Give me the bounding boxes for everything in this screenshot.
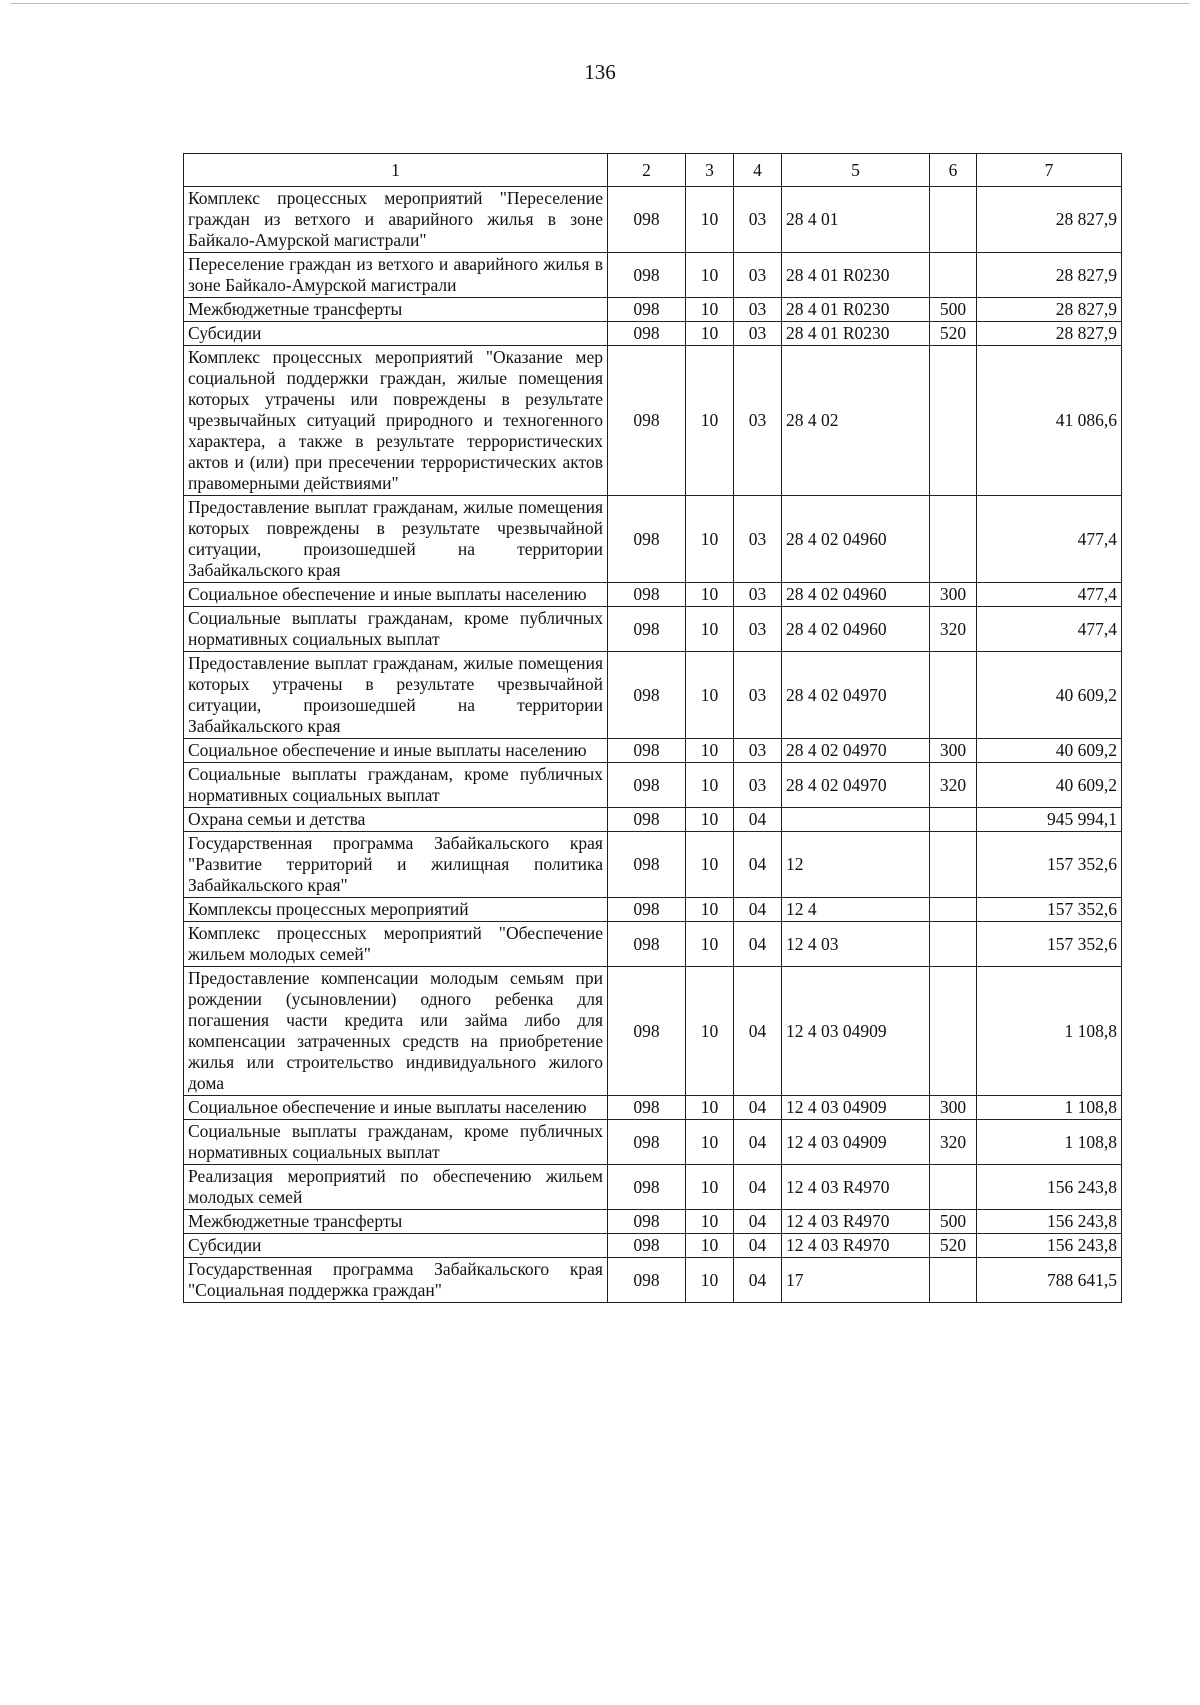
- row-amount: 1 108,8: [977, 1120, 1122, 1165]
- row-subsection: 04: [734, 1120, 782, 1165]
- row-subsection: 03: [734, 583, 782, 607]
- row-code-admin: 098: [608, 763, 686, 808]
- row-section: 10: [686, 298, 734, 322]
- row-subsection: 04: [734, 1258, 782, 1303]
- row-target-article: 28 4 02 04970: [782, 763, 930, 808]
- table-row: [184, 583, 1122, 607]
- row-code-admin: 098: [608, 1258, 686, 1303]
- table-row: [184, 898, 1122, 922]
- row-target-article: 12 4 03 R4970: [782, 1234, 930, 1258]
- row-target-article: 28 4 02 04960: [782, 583, 930, 607]
- row-subsection: 04: [734, 808, 782, 832]
- row-expense-type: [930, 1165, 977, 1210]
- row-expense-type: [930, 967, 977, 1096]
- row-amount: 28 827,9: [977, 187, 1122, 253]
- row-target-article: [782, 808, 930, 832]
- row-subsection: 03: [734, 346, 782, 496]
- row-subsection: 03: [734, 739, 782, 763]
- row-expense-type: 520: [930, 322, 977, 346]
- row-section: 10: [686, 967, 734, 1096]
- budget-table: [183, 153, 1122, 1303]
- row-amount: 477,4: [977, 607, 1122, 652]
- row-name: Межбюджетные трансферты: [184, 298, 608, 322]
- row-expense-type: [930, 898, 977, 922]
- row-code-admin: 098: [608, 1234, 686, 1258]
- row-section: 10: [686, 832, 734, 898]
- row-target-article: 28 4 02 04960: [782, 496, 930, 583]
- row-expense-type: 300: [930, 1096, 977, 1120]
- row-code-admin: 098: [608, 922, 686, 967]
- row-section: 10: [686, 1096, 734, 1120]
- table-header-row: [184, 154, 1122, 187]
- row-expense-type: 320: [930, 607, 977, 652]
- header-col-4: 4: [734, 154, 782, 187]
- row-section: 10: [686, 187, 734, 253]
- table-row: [184, 967, 1122, 1096]
- table-row: [184, 1258, 1122, 1303]
- row-amount: 28 827,9: [977, 253, 1122, 298]
- row-name: Государственная программа Забайкальского края "Развитие территорий и жилищная политика Забайкальского края": [184, 832, 608, 898]
- row-expense-type: [930, 253, 977, 298]
- row-name: Реализация мероприятий по обеспечению жильем молодых семей: [184, 1165, 608, 1210]
- row-expense-type: 320: [930, 1120, 977, 1165]
- header-col-3: 3: [686, 154, 734, 187]
- row-code-admin: 098: [608, 583, 686, 607]
- row-section: 10: [686, 1120, 734, 1165]
- row-name: Социальное обеспечение и иные выплаты населению: [184, 739, 608, 763]
- row-code-admin: 098: [608, 298, 686, 322]
- row-expense-type: 500: [930, 1210, 977, 1234]
- page-top-edge: [10, 3, 1190, 4]
- row-name: Межбюджетные трансферты: [184, 1210, 608, 1234]
- table-row: [184, 1165, 1122, 1210]
- header-col-2: 2: [608, 154, 686, 187]
- row-name: Субсидии: [184, 1234, 608, 1258]
- row-code-admin: 098: [608, 322, 686, 346]
- row-name: Социальное обеспечение и иные выплаты населению: [184, 1096, 608, 1120]
- row-amount: 28 827,9: [977, 298, 1122, 322]
- row-code-admin: 098: [608, 253, 686, 298]
- row-expense-type: [930, 652, 977, 739]
- row-amount: 40 609,2: [977, 763, 1122, 808]
- table-row: [184, 253, 1122, 298]
- row-name: Социальное обеспечение и иные выплаты населению: [184, 583, 608, 607]
- row-section: 10: [686, 763, 734, 808]
- row-name: Комплексы процессных мероприятий: [184, 898, 608, 922]
- table-row: [184, 922, 1122, 967]
- row-code-admin: 098: [608, 1210, 686, 1234]
- row-expense-type: 500: [930, 298, 977, 322]
- row-expense-type: [930, 187, 977, 253]
- row-section: 10: [686, 607, 734, 652]
- row-subsection: 03: [734, 496, 782, 583]
- row-section: 10: [686, 652, 734, 739]
- row-code-admin: 098: [608, 967, 686, 1096]
- table-row: [184, 1234, 1122, 1258]
- row-subsection: 04: [734, 898, 782, 922]
- row-name: Предоставление выплат гражданам, жилые помещения которых повреждены в результате чрезвычайной ситуации, произошедшей на территории Забайкальского края: [184, 496, 608, 583]
- row-target-article: 12 4 03 R4970: [782, 1210, 930, 1234]
- row-target-article: 28 4 02 04970: [782, 652, 930, 739]
- row-name: Государственная программа Забайкальского края "Социальная поддержка граждан": [184, 1258, 608, 1303]
- row-section: 10: [686, 322, 734, 346]
- row-amount: 28 827,9: [977, 322, 1122, 346]
- row-amount: 156 243,8: [977, 1210, 1122, 1234]
- row-name: Социальные выплаты гражданам, кроме публичных нормативных социальных выплат: [184, 763, 608, 808]
- row-expense-type: [930, 832, 977, 898]
- row-amount: 41 086,6: [977, 346, 1122, 496]
- row-code-admin: 098: [608, 739, 686, 763]
- row-amount: 477,4: [977, 496, 1122, 583]
- row-name: Социальные выплаты гражданам, кроме публичных нормативных социальных выплат: [184, 1120, 608, 1165]
- row-subsection: 03: [734, 607, 782, 652]
- row-code-admin: 098: [608, 808, 686, 832]
- table-row: [184, 346, 1122, 496]
- row-subsection: 04: [734, 967, 782, 1096]
- row-expense-type: [930, 808, 977, 832]
- row-amount: 157 352,6: [977, 832, 1122, 898]
- row-expense-type: 320: [930, 763, 977, 808]
- row-code-admin: 098: [608, 607, 686, 652]
- table-row: [184, 298, 1122, 322]
- row-target-article: 12 4 03 04909: [782, 1120, 930, 1165]
- row-section: 10: [686, 1210, 734, 1234]
- row-code-admin: 098: [608, 346, 686, 496]
- row-expense-type: [930, 496, 977, 583]
- row-section: 10: [686, 253, 734, 298]
- row-subsection: 03: [734, 322, 782, 346]
- row-amount: 477,4: [977, 583, 1122, 607]
- row-subsection: 03: [734, 298, 782, 322]
- row-section: 10: [686, 496, 734, 583]
- row-code-admin: 098: [608, 1120, 686, 1165]
- row-amount: 157 352,6: [977, 898, 1122, 922]
- row-section: 10: [686, 739, 734, 763]
- row-section: 10: [686, 346, 734, 496]
- row-section: 10: [686, 808, 734, 832]
- table-row: [184, 496, 1122, 583]
- table-body: [184, 187, 1122, 1303]
- row-target-article: 28 4 01 R0230: [782, 322, 930, 346]
- row-target-article: 12 4 03: [782, 922, 930, 967]
- header-col-5: 5: [782, 154, 930, 187]
- row-amount: 1 108,8: [977, 1096, 1122, 1120]
- row-target-article: 12 4 03 04909: [782, 1096, 930, 1120]
- row-subsection: 04: [734, 1234, 782, 1258]
- row-expense-type: [930, 346, 977, 496]
- row-target-article: 17: [782, 1258, 930, 1303]
- row-target-article: 28 4 02 04970: [782, 739, 930, 763]
- row-expense-type: 520: [930, 1234, 977, 1258]
- table-row: [184, 763, 1122, 808]
- table-row: [184, 832, 1122, 898]
- row-subsection: 03: [734, 763, 782, 808]
- page-number: 136: [584, 60, 616, 84]
- table-row: [184, 1210, 1122, 1234]
- header-col-7: 7: [977, 154, 1122, 187]
- row-amount: 40 609,2: [977, 652, 1122, 739]
- row-subsection: 04: [734, 922, 782, 967]
- row-name: Комплекс процессных мероприятий "Оказание мер социальной поддержки граждан, жилые помещения которых утрачены или повреждены в результате чрезвычайных ситуаций природного и техногенного характера, а также в результате террористических актов и (или) при пресечении террористических актов правомерными действиями": [184, 346, 608, 496]
- row-subsection: 03: [734, 253, 782, 298]
- row-subsection: 03: [734, 652, 782, 739]
- row-name: Субсидии: [184, 322, 608, 346]
- row-section: 10: [686, 583, 734, 607]
- row-name: Комплекс процессных мероприятий "Обеспечение жильем молодых семей": [184, 922, 608, 967]
- row-amount: 156 243,8: [977, 1234, 1122, 1258]
- table-row: [184, 1096, 1122, 1120]
- row-code-admin: 098: [608, 496, 686, 583]
- row-name: Охрана семьи и детства: [184, 808, 608, 832]
- row-section: 10: [686, 1234, 734, 1258]
- table-row: [184, 322, 1122, 346]
- row-name: Комплекс процессных мероприятий "Переселение граждан из ветхого и аварийного жилья в зоне Байкало-Амурской магистрали": [184, 187, 608, 253]
- row-name: Социальные выплаты гражданам, кроме публичных нормативных социальных выплат: [184, 607, 608, 652]
- row-amount: 157 352,6: [977, 922, 1122, 967]
- row-name: Переселение граждан из ветхого и аварийного жилья в зоне Байкало-Амурской магистрали: [184, 253, 608, 298]
- row-name: Предоставление выплат гражданам, жилые помещения которых утрачены в результате чрезвычайной ситуации, произошедшей на территории Забайкальского края: [184, 652, 608, 739]
- row-amount: 1 108,8: [977, 967, 1122, 1096]
- row-code-admin: 098: [608, 832, 686, 898]
- row-amount: 788 641,5: [977, 1258, 1122, 1303]
- row-target-article: 28 4 01 R0230: [782, 298, 930, 322]
- row-target-article: 12 4 03 04909: [782, 967, 930, 1096]
- row-section: 10: [686, 1165, 734, 1210]
- row-amount: 945 994,1: [977, 808, 1122, 832]
- row-code-admin: 098: [608, 1165, 686, 1210]
- table-row: [184, 1120, 1122, 1165]
- row-amount: 40 609,2: [977, 739, 1122, 763]
- row-code-admin: 098: [608, 898, 686, 922]
- table-row: [184, 808, 1122, 832]
- row-target-article: 28 4 01 R0230: [782, 253, 930, 298]
- row-subsection: 04: [734, 1096, 782, 1120]
- row-target-article: 28 4 01: [782, 187, 930, 253]
- table-row: [184, 607, 1122, 652]
- row-expense-type: 300: [930, 739, 977, 763]
- row-subsection: 04: [734, 1165, 782, 1210]
- row-section: 10: [686, 1258, 734, 1303]
- row-section: 10: [686, 922, 734, 967]
- row-amount: 156 243,8: [977, 1165, 1122, 1210]
- row-code-admin: 098: [608, 187, 686, 253]
- row-expense-type: [930, 1258, 977, 1303]
- row-expense-type: 300: [930, 583, 977, 607]
- table-row: [184, 652, 1122, 739]
- row-subsection: 03: [734, 187, 782, 253]
- row-expense-type: [930, 922, 977, 967]
- table-row: [184, 739, 1122, 763]
- header-col-1: 1: [184, 154, 608, 187]
- row-target-article: 12 4: [782, 898, 930, 922]
- row-subsection: 04: [734, 1210, 782, 1234]
- table-row: [184, 187, 1122, 253]
- row-name: Предоставление компенсации молодым семьям при рождении (усыновлении) одного ребенка для погашения части кредита или займа либо для компенсации затраченных средств на приобретение жилья или строительство индивидуального жилого дома: [184, 967, 608, 1096]
- row-code-admin: 098: [608, 652, 686, 739]
- row-target-article: 28 4 02: [782, 346, 930, 496]
- row-code-admin: 098: [608, 1096, 686, 1120]
- row-section: 10: [686, 898, 734, 922]
- row-target-article: 12 4 03 R4970: [782, 1165, 930, 1210]
- row-subsection: 04: [734, 832, 782, 898]
- row-target-article: 12: [782, 832, 930, 898]
- row-target-article: 28 4 02 04960: [782, 607, 930, 652]
- header-col-6: 6: [930, 154, 977, 187]
